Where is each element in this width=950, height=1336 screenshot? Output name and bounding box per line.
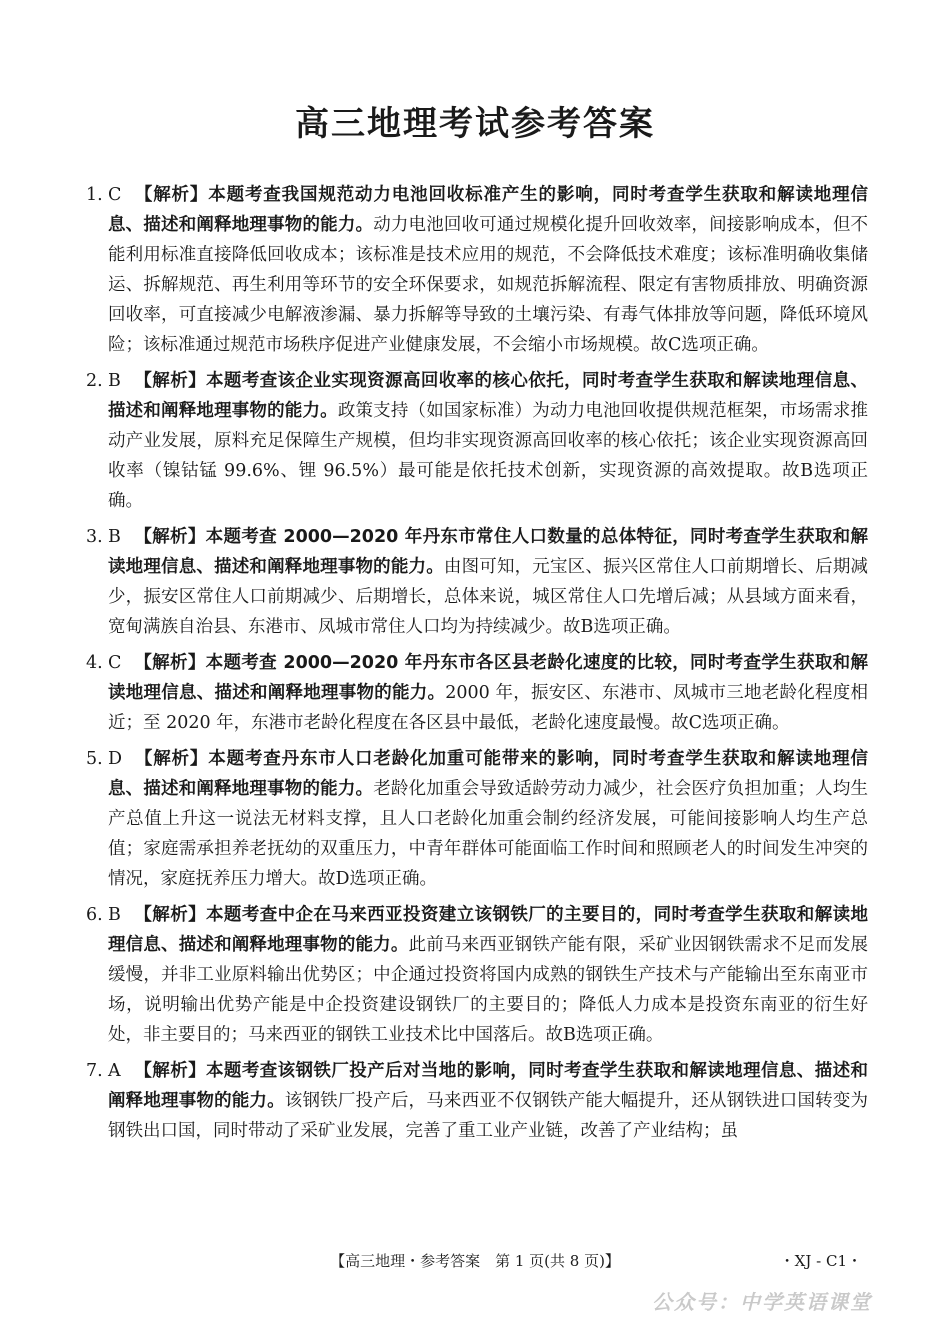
- analysis-tag: 【解析】: [134, 653, 206, 673]
- page-footer: [0, 1248, 950, 1274]
- analysis-tag: 【解析】: [134, 1061, 207, 1081]
- analysis-lead: 本题考查该企业实现资源高回收率的核心依托，同时考查学生获取和解读地理信息、描述和阐释地理事物的能力。: [108, 371, 869, 421]
- analysis-tag: 【解析】: [134, 527, 206, 547]
- answer-item: [78, 900, 868, 1050]
- analysis-body: 2000 年，振安区、东港市、凤城市三地老龄化程度相近；至 2020 年，东港市老龄化程度在各区县中最低，老龄化速度最慢。故C选项正确。: [108, 683, 868, 733]
- analysis-body: 老龄化加重会导致适龄劳动力减少，社会医疗负担加重；人均生产总值上升这一说法无材料支撑，且人口老龄化加重会制约经济发展，可能间接影响人均生产总值；家庭需承担养老抚幼的双重压力，中青年群体可能面临工作时间和照顾老人的时间发生冲突的情况，家庭抚养压力增大。故D选项正确。: [108, 779, 869, 889]
- analysis-body: 该钢铁厂投产后，马来西亚不仅钢铁产能大幅提升，还从钢铁进口国转变为钢铁出口国，同时带动了采矿业发展，完善了重工业产业链，改善了产业结构；虽: [108, 1091, 869, 1141]
- answer-item: [78, 648, 868, 738]
- analysis-body: 政策支持（如国家标准）为动力电池回收提供规范框架，市场需求推动产业发展，原料充足保障生产规模，但均非实现资源高回收率的核心依托；该企业实现资源高回收率（镍钴锰 99.6%、锂 96.5%）最可能是依托技术创新，实现资源的高效提取。故B选项正确。: [108, 401, 869, 511]
- answer-item: [78, 366, 868, 516]
- question-number: 2.: [86, 371, 103, 391]
- analysis-lead: 本题考查我国规范动力电池回收标准产生的影响，同时考查学生获取和解读地理信息、描述和阐释地理事物的能力。: [108, 185, 868, 235]
- answer-text: [108, 900, 868, 1050]
- footer-page-info: 【高三地理・参考答案 第 1 页(共 8 页)】: [330, 1252, 620, 1270]
- analysis-tag: 【解析】: [134, 185, 209, 205]
- analysis-lead: 本题考查 2000—2020 年丹东市各区县老龄化速度的比较，同时考查学生获取和解读地理信息、描述和阐释地理事物的能力。: [108, 653, 868, 703]
- footer-code: ・XJ - C1・: [779, 1252, 862, 1270]
- analysis-tag: 【解析】: [134, 371, 207, 391]
- analysis-tag: 【解析】: [134, 905, 207, 925]
- analysis-tag: 【解析】: [134, 749, 209, 769]
- answer-choice: B: [108, 905, 121, 925]
- watermark: 公众号：中学英语课堂: [652, 1290, 872, 1314]
- answer-choice: C: [108, 185, 122, 205]
- analysis-lead: 本题考查 2000—2020 年丹东市常住人口数量的总体特征，同时考查学生获取和解读地理信息、描述和阐释地理事物的能力。: [108, 527, 868, 577]
- answer-choice: B: [108, 527, 121, 547]
- question-number: 5.: [86, 749, 103, 769]
- analysis-body: 此前马来西亚钢铁产能有限，采矿业因钢铁需求不足而发展缓慢，并非工业原料输出优势区；中企通过投资将国内成熟的钢铁生产技术与产能输出至东南亚市场，说明输出优势产能是中企投资建设钢铁厂的主要目的；降低人力成本是投资东南亚的衍生好处，非主要目的；马来西亚的钢铁工业技术比中国落后。故B选项正确。: [108, 935, 869, 1045]
- question-number: 4.: [86, 653, 103, 673]
- analysis-lead: 本题考查丹东市人口老龄化加重可能带来的影响，同时考查学生获取和解读地理信息、描述和阐释地理事物的能力。: [108, 749, 868, 799]
- answer-choice: A: [108, 1061, 121, 1081]
- answer-text: [108, 648, 868, 738]
- answer-choice: C: [108, 653, 122, 673]
- analysis-body: 由图可知，元宝区、振兴区常住人口前期增长、后期减少，振安区常住人口前期减少、后期增长，总体来说，城区常住人口先增后减；从县域方面来看，宽甸满族自治县、东港市、凤城市常住人口均为持续减少。故B选项正确。: [108, 557, 869, 637]
- answer-item: [78, 744, 868, 894]
- question-number: 1.: [86, 185, 103, 205]
- answer-list: [78, 180, 868, 1152]
- answer-item: [78, 1056, 868, 1146]
- analysis-body: 动力电池回收可通过规模化提升回收效率，间接影响成本，但不能利用标准直接降低回收成本；该标准是技术应用的规范，不会降低技术难度；该标准明确收集储运、拆解规范、再生利用等环节的安全环保要求，如规范拆解流程、限定有害物质排放、明确资源回收率，可直接减少电解液渗漏、暴力拆解等导致的土壤污染、有毒气体排放等问题，降低环境风险；该标准通过规范市场秩序促进产业健康发展，不会缩小市场规模。故C选项正确。: [108, 215, 869, 355]
- question-number: 7.: [86, 1061, 103, 1081]
- page-title: 高三地理考试参考答案: [295, 104, 655, 144]
- answer-item: [78, 180, 868, 360]
- question-number: 6.: [86, 905, 103, 925]
- analysis-lead: 本题考查中企在马来西亚投资建立该钢铁厂的主要目的，同时考查学生获取和解读地理信息、描述和阐释地理事物的能力。: [108, 905, 869, 955]
- answer-text: [108, 366, 868, 516]
- analysis-lead: 本题考查该钢铁厂投产后对当地的影响，同时考查学生获取和解读地理信息、描述和阐释地理事物的能力。: [108, 1061, 869, 1111]
- question-number: 3.: [86, 527, 103, 547]
- answer-item: [78, 522, 868, 642]
- answer-choice: B: [108, 371, 121, 391]
- answer-choice: D: [108, 749, 123, 769]
- answer-text: [108, 180, 868, 360]
- answer-text: [108, 744, 868, 894]
- answer-text: [108, 522, 868, 642]
- answer-text: [108, 1056, 868, 1146]
